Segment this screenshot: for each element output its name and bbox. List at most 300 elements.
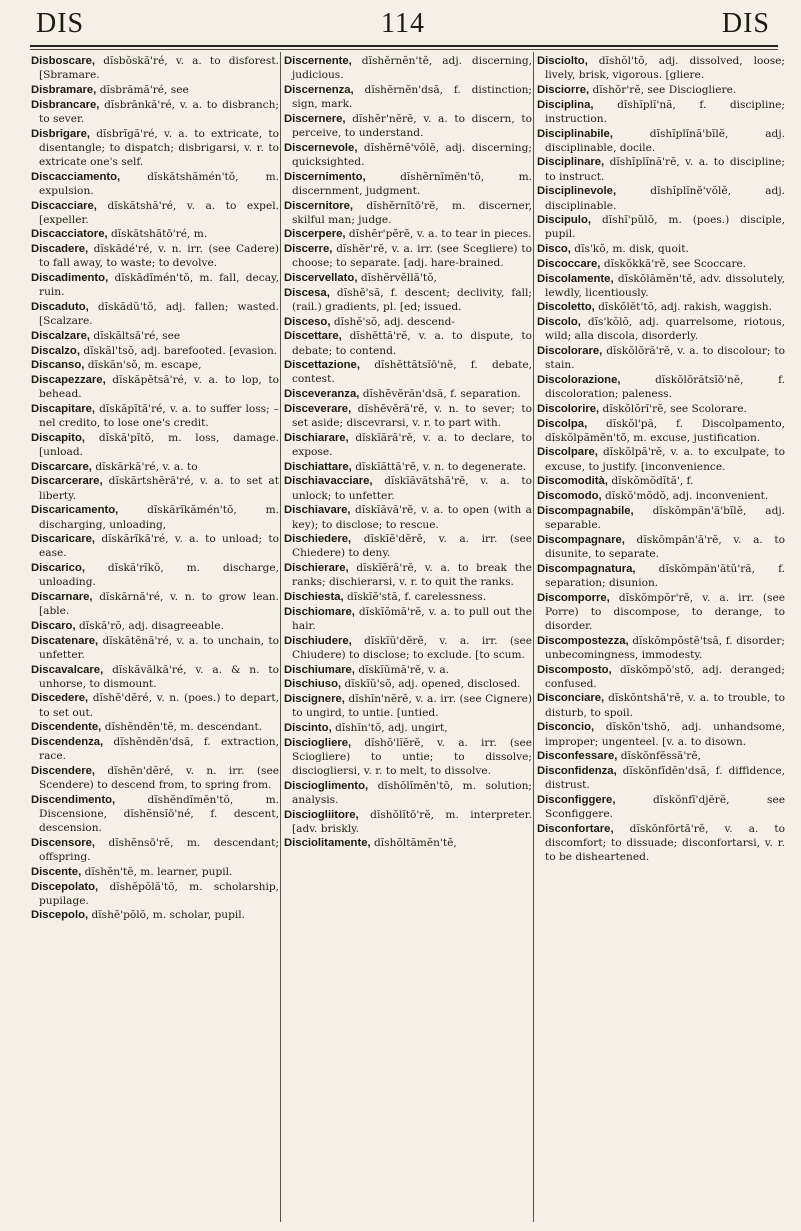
dictionary-entry [284, 736, 532, 779]
column-3 [537, 54, 785, 1226]
dictionary-entry [284, 561, 532, 589]
dictionary-entry [31, 271, 279, 299]
dictionary-entry [284, 387, 532, 401]
entry-definition: dĭskŏmpăn'ătŭ'ră, f. separation; disunion. [545, 562, 785, 589]
headword: Discendente, [31, 721, 102, 734]
entry-definition: dĭshŏ'lĭĕrĕ, v. a. irr. (see Sciogliere) to untie; to dissolve; disciogliersi, v. r. to melt, to dissolve. [292, 736, 532, 777]
entry-definition: dĭskŏmpăn'ă'bĭlĕ, adj. separable. [545, 504, 785, 531]
entry-definition: dĭskŏlŏrătsĭō'nĕ, f. discoloration; paleness. [545, 373, 785, 401]
headword: Discarcerare, [31, 475, 103, 488]
dictionary-entry [31, 663, 279, 691]
entry-definition: dĭskĭŭmă'rĕ, v. a. [358, 663, 450, 676]
entry-definition: dĭskădé'ré, v. n. irr. (see Cadere) to fall away, to waste; to devolve. [39, 243, 279, 270]
entry-definition: dĭshĕrnĕn'tĕ, adj. discerning, judicious. [292, 55, 532, 82]
entry-definition: dĭskĭăvă'rĕ, v. a. to open (with a key); to disclose; to rescue. [292, 504, 532, 531]
dictionary-entry [31, 373, 279, 401]
entry-definition: dĭshĭn'tŏ, adj. ungirt, [335, 721, 448, 734]
headword: Disciogliere, [284, 736, 352, 749]
headword: Discerre, [284, 243, 333, 256]
dictionary-entry [537, 445, 785, 473]
headword: Disbrigare, [31, 127, 91, 140]
headword: Disbrancare, [31, 98, 100, 111]
entry-definition: dĭs'kŏlŏ, adj. quarrelsome, riotous, wild; alla discola, disorderly. [545, 316, 785, 343]
dictionary-entry [284, 315, 532, 329]
dictionary-entry [537, 300, 785, 314]
dictionary-entry [537, 257, 785, 271]
dictionary-entry [537, 663, 785, 691]
dictionary-entry [284, 503, 532, 531]
dictionary-entry [31, 83, 279, 97]
entry-definition: dĭskŏlŏră'rĕ, v. a. to discolour; to stain. [545, 345, 785, 372]
dictionary-entry [537, 634, 785, 662]
dictionary-entry [31, 242, 279, 270]
headword: Disconfiggere, [537, 793, 616, 806]
dictionary-entry [537, 127, 785, 155]
dictionary-entry [284, 634, 532, 662]
entry-definition: dĭshĭn'nĕrĕ, v. a. irr. (see Cignere) to ungird, to untie. [untied. [292, 692, 532, 720]
entry-definition: dĭshĕ'pŏlŏ, m. scholar, pupil. [91, 909, 245, 922]
headword: Disciogliitore, [284, 808, 359, 821]
dictionary-entry [537, 242, 785, 256]
entry-definition: dĭshĕr'pĕrĕ, v. a. to tear in pieces. [348, 228, 532, 241]
entry-definition: dĭsbrĭgă'ré, v. a. to extricate, to disentangle; to dispatch; disbrigarsi, v. r. to extricate one's self. [39, 127, 279, 168]
headword: Discatenare, [31, 634, 99, 647]
headword: Discettazione, [284, 359, 360, 372]
dictionary-entry [537, 373, 785, 401]
headword: Disboscare, [31, 55, 96, 67]
headword: Discalzare, [31, 329, 91, 342]
dictionary-entry [284, 663, 532, 677]
entry-definition: dĭskŏnfĭdĕn'dsă, f. diffidence, distrust. [545, 764, 785, 792]
headword: Disconcio, [537, 721, 595, 734]
entry-definition: dĭsbrănkă'ré, v. a. to disbranch; to sever. [39, 98, 279, 125]
headword: Discavalcare, [31, 663, 104, 676]
left-guide-word: DIS [36, 8, 85, 39]
dictionary-entry [284, 836, 532, 850]
dictionary-entry [31, 764, 279, 792]
entry-definition: dĭskăn'sŏ, m. escape, [87, 359, 202, 372]
dictionary-entry [537, 417, 785, 445]
entry-definition: dĭskĭără'rĕ, v. a. to declare, to expose. [292, 431, 532, 458]
entry-definition: dĭshŏlĭmĕn'tŏ, m. solution; analysis. [292, 779, 532, 806]
headword: Disconfessare, [537, 750, 618, 763]
dictionary-entry [31, 329, 279, 343]
entry-definition: dĭshĕ'sŏ, adj. descend- [333, 315, 455, 328]
headword: Disciolto, [537, 55, 588, 67]
headword: Discernere, [284, 112, 346, 125]
headword: Discarnare, [31, 591, 93, 604]
headword: Dischiesta, [284, 591, 344, 604]
dictionary-entry [31, 836, 279, 864]
dictionary-entry [284, 721, 532, 735]
headword: Discacciatore, [31, 228, 108, 241]
headword: Disceveranza, [284, 388, 360, 401]
headword: Disceso, [284, 315, 331, 328]
dictionary-entry [537, 504, 785, 532]
entry-definition: dĭshĕrnĭmĕn'tŏ, m. discernment, judgment. [292, 170, 532, 197]
headword: Discoccare, [537, 257, 601, 270]
dictionary-entry [31, 300, 279, 328]
entry-definition: dĭskŏnfĕssă'rĕ, [620, 750, 701, 763]
headword: Discepolato, [31, 880, 99, 893]
entry-definition: dĭsbrămă'ré, see [99, 83, 189, 96]
entry-definition: dĭshĭplĭnă'bĭlĕ, adj. disciplinable, docile. [545, 127, 785, 154]
headword: Discapitare, [31, 402, 96, 415]
headword: Discente, [31, 865, 82, 878]
dictionary-entry [537, 184, 785, 212]
headword: Discolorare, [537, 345, 603, 358]
dictionary-entry [537, 272, 785, 300]
dictionary-entry [537, 562, 785, 590]
entry-definition: dĭshŏr'rĕ, see Disciogliere. [592, 83, 737, 96]
headword: Discensore, [31, 836, 96, 849]
dictionary-entry [31, 561, 279, 589]
headword: Dischiudere, [284, 634, 352, 647]
entry-definition: dĭshĕrnĭtō'rĕ, m. discerner, skilful man; judge. [292, 199, 532, 226]
dictionary-entry [537, 822, 785, 865]
entry-definition: dĭskŏmpŏstĕ'tsă, f. disorder; unbecomingness, immodesty. [545, 634, 785, 661]
headword: Discaro, [31, 619, 76, 632]
headword: Dischiumare, [284, 663, 355, 676]
dictionary-entry [284, 170, 532, 198]
headword: Disconfidenza, [537, 764, 617, 777]
entry-definition: dĭskŏlămĕn'tĕ, adv. dissolutely, lewdly, licentiously. [545, 272, 785, 299]
dictionary-entry [284, 358, 532, 386]
entry-definition: dĭskĭĕră'rĕ, v. a. to break the ranks; dischierarsi, v. r. to quit the ranks. [292, 562, 532, 589]
entry-definition: dĭskŏlŏrĭ'rĕ, see Scolorare. [602, 402, 747, 415]
entry-definition: dĭshĕvĕră'rĕ, v. n. to sever; to set aside; discevrarsi, v. r. to part with. [292, 402, 532, 430]
dictionary-entry [284, 605, 532, 633]
entry-definition: dĭskătshă'ré, v. a. to expel. [expeller. [39, 199, 279, 226]
dictionary-entry [537, 793, 785, 821]
headword: Discompostezza, [537, 634, 629, 647]
headword: Discomodo, [537, 490, 602, 503]
headword: Disconciare, [537, 692, 605, 705]
dictionary-entry [284, 329, 532, 357]
headword: Discacciamento, [31, 170, 121, 183]
headword: Dischiavacciare, [284, 475, 373, 488]
entry-definition: dĭskĭĕ'dĕrĕ, v. a. irr. (see Chiedere) to deny. [292, 533, 532, 560]
headword: Discoletto, [537, 301, 595, 314]
entry-definition: dĭshĕndĕn'dsă, f. extraction, race. [39, 736, 279, 763]
headword: Discolo, [537, 316, 581, 329]
entry-definition: dĭskătshămén'tŏ, m. expulsion. [39, 170, 279, 197]
dictionary-entry [31, 880, 279, 908]
dictionary-entry [31, 532, 279, 560]
headword: Discolorazione, [537, 373, 621, 386]
dictionary-entry [31, 127, 279, 170]
entry-definition: dĭskĭŏmă'rĕ, v. a. to pull out the hair. [292, 605, 532, 632]
entry-definition: dĭskŏnfĭ'djĕrĕ, see Sconfiggere. [545, 793, 785, 821]
headword: Discaduto, [31, 300, 89, 313]
dictionary-entry [284, 779, 532, 807]
headword: Disciolitamente, [284, 837, 371, 850]
headword: Discernenza, [284, 83, 354, 96]
headword: Discervellato, [284, 272, 358, 285]
dictionary-entry [31, 908, 279, 922]
headword: Discernente, [284, 55, 352, 67]
headword: Discedere, [31, 692, 89, 705]
entry-definition: dĭskŏlpă'rĕ, v. a. to exculpate, to excuse, to justify. [inconvenience. [545, 446, 785, 473]
headword: Discanso, [31, 359, 85, 372]
headword: Discolpare, [537, 446, 598, 459]
entry-definition: dĭshĭ'pŭlŏ, m. (poes.) disciple, pupil. [545, 214, 785, 241]
headword: Discompagnare, [537, 533, 625, 546]
entry-definition: dĭshĕvĕrăn'dsă, f. separation. [362, 388, 521, 401]
header-rule [30, 45, 778, 47]
headword: Discernitore, [284, 199, 354, 212]
dictionary-entry [284, 590, 532, 604]
entry-definition: dĭshŏltămĕn'tĕ, [374, 837, 457, 850]
headword: Dischiavare, [284, 504, 351, 517]
entry-definition: dĭskărtshĕră'ré, v. a. to set at liberty. [39, 475, 279, 502]
entry-definition: dĭshĕnsō'rĕ, m. descendant; offspring. [39, 836, 279, 864]
dictionary-entry [31, 474, 279, 502]
dictionary-entry [284, 141, 532, 169]
headword: Discaricamento, [31, 504, 119, 517]
dictionary-entry [537, 315, 785, 343]
entry-definition: dĭskărnă'ré, v. n. to grow lean. [able. [39, 591, 279, 618]
headword: Dischiattare, [284, 460, 352, 473]
entry-definition: dĭskărĭkă'ré, v. a. to unload; to ease. [39, 533, 279, 560]
headword: Disconfortare, [537, 822, 614, 835]
entry-definition: dĭshĕrnĕn'dsă, f. distinction; sign, mark. [292, 83, 532, 111]
headword: Discapezzare, [31, 373, 106, 386]
headword: Disciplinabile, [537, 127, 613, 140]
dictionary-entry [537, 533, 785, 561]
dictionary-entry [284, 677, 532, 691]
dictionary-entry [31, 199, 279, 227]
entry-definition: dĭskŏmpăn'ă'rĕ, v. a. to disunite, to separate. [545, 533, 785, 560]
headword: Discendenza, [31, 736, 104, 749]
entry-definition: dĭskăvălkă'ré, v. a. & n. to unhorse, to dismount. [39, 663, 279, 690]
dictionary-entry [537, 691, 785, 719]
dictionary-entry [284, 532, 532, 560]
headword: Discepolo, [31, 909, 89, 922]
entry-definition: dĭskŏn'tshŏ, adj. unhandsome, improper; ungenteel. [v. a. to disown. [545, 721, 785, 748]
dictionary-entry [284, 54, 532, 82]
headword: Dischiarare, [284, 431, 349, 444]
dictionary-entry [284, 242, 532, 270]
headword: Disciplinare, [537, 156, 605, 169]
entry-definition: dĭskĭăvătshă'rĕ, v. a. to unlock; to unfetter. [292, 475, 532, 502]
column-divider [533, 52, 534, 1222]
entry-definition: dĭshŏl'tŏ, adj. dissolved, loose; lively, brisk, vigorous. [gliere. [545, 55, 785, 82]
headword: Discolamente, [537, 272, 614, 285]
dictionary-entry [31, 170, 279, 198]
dictionary-entry [31, 54, 279, 82]
dictionary-entry [284, 692, 532, 720]
entry-definition: dĭshĕrnĕ'vŏlĕ, adj. discerning; quicksighted. [292, 141, 532, 168]
headword: Discerpere, [284, 228, 346, 241]
entry-definition: dĭskŏl'pă, f. Discolpamento, dĭskŏlpămĕn'tŏ, m. excuse, justification. [545, 417, 785, 444]
dictionary-entry [284, 431, 532, 459]
headword: Discolpa, [537, 417, 588, 430]
entry-definition: dĭskŏmpŏ'stŏ, adj. deranged; confused. [545, 663, 785, 690]
dictionary-entry [537, 749, 785, 763]
entry-definition: dĭshŏlĭtō'rĕ, m. interpreter. [adv. briskly. [292, 808, 532, 835]
entry-definition: dĭshĭplĭnĕ'vŏlĕ, adj. disciplinable. [545, 185, 785, 212]
headword: Discalzo, [31, 344, 80, 357]
dictionary-entry [537, 98, 785, 126]
headword: Discompagnabile, [537, 504, 634, 517]
dictionary-entry [31, 735, 279, 763]
headword: Discomodità, [537, 475, 608, 488]
dictionary-entry [284, 286, 532, 314]
dictionary-entry [31, 720, 279, 734]
entry-definition: dĭskŏmpŏr'rĕ, v. a. irr. (see Porre) to discompose, to derange, to disorder. [545, 591, 785, 632]
entry-definition: dĭskŏmŏdĭtă', f. [611, 475, 694, 488]
dictionary-entry [537, 764, 785, 792]
entry-definition: dĭskărkă'ré, v. a. to [95, 460, 198, 473]
headword: Dischierare, [284, 562, 349, 575]
headword: Discettare, [284, 330, 342, 343]
headword: Discioglimento, [284, 779, 369, 792]
entry-definition: dĭskă'rĭkŏ, m. discharge, unloading. [39, 562, 279, 589]
headword: Discomposto, [537, 663, 612, 676]
page-header [28, 8, 778, 42]
dictionary-entry [31, 402, 279, 430]
page-number: 114 [381, 8, 425, 39]
headword: Discarico, [31, 562, 86, 575]
entry-definition: dĭskătshătō'ré, m. [111, 228, 208, 241]
entry-definition: dĭskŏnfŏrtă'rĕ, v. a. to discomfort; to dissuade; disconfortarsi, v. r. to be disheartened. [545, 822, 785, 864]
entry-definition: dĭshĕttătsĭō'nĕ, f. debate, contest. [292, 359, 532, 386]
column-divider [280, 52, 281, 1222]
entry-definition: dĭshĕ'să, f. descent; declivity, fall; (rail.) gradients, pl. [ed; issued. [292, 286, 532, 313]
entry-definition: dĭskŏkkă'rĕ, see Scoccare. [603, 257, 747, 270]
entry-definition: dĭskĭĕ'stă, f. carelessness. [347, 591, 487, 604]
headword: Discadimento, [31, 272, 109, 285]
dictionary-entry [284, 199, 532, 227]
dictionary-entry [284, 112, 532, 140]
dictionary-entry [537, 344, 785, 372]
headword: Discinto, [284, 721, 332, 734]
entry-definition: dĭskŏntshă'rĕ, v. a. to trouble, to disturb, to spoil. [545, 692, 785, 719]
entry-definition: dĭskădŭ'tŏ, adj. fallen; wasted. [Scalzare. [39, 300, 279, 328]
entry-definition: dĭskătĕnă'ré, v. a. to unchain, to unfetter. [39, 634, 279, 661]
headword: Disceverare, [284, 402, 352, 415]
entry-definition: dĭshĕ'dĕré, v. n. (poes.) to depart, to set out. [39, 692, 279, 719]
dictionary-entry [537, 155, 785, 183]
column-1 [31, 54, 279, 1226]
headword: Discignere, [284, 692, 345, 705]
headword: Discendere, [31, 764, 96, 777]
entry-definition: dĭskă'pĭtŏ, m. loss, damage. [unload. [39, 431, 279, 458]
dictionary-entry [284, 474, 532, 502]
dictionary-entry [284, 83, 532, 111]
entry-definition: dĭskăl'tsŏ, adj. barefooted. [evasion. [83, 344, 278, 357]
dictionary-entry [31, 227, 279, 241]
entry-definition: dĭshĕpŏlă'tŏ, m. scholarship, pupilage. [39, 880, 279, 907]
dictionary-entry [537, 591, 785, 634]
dictionary-entry [537, 213, 785, 241]
dictionary-entry [537, 720, 785, 748]
entry-definition: dĭshĕn'dĕré, v. n. irr. (see Scendere) to descend from, to spring from. [39, 764, 279, 792]
headword: Dischiedere, [284, 533, 352, 546]
entry-definition: dĭshĕr'rĕ, v. a. irr. (see Scegliere) to choose; to separate. [adj. hare-brained. [292, 243, 532, 270]
entry-definition: dĭs'kŏ, m. disk, quoit. [574, 243, 689, 256]
right-guide-word: DIS [721, 8, 770, 39]
headword: Discompagnatura, [537, 562, 636, 575]
headword: Dischiomare, [284, 605, 355, 618]
dictionary-entry [284, 271, 532, 285]
dictionary-entry [537, 83, 785, 97]
entry-definition: dĭskă'rŏ, adj. disagreeable. [78, 619, 224, 632]
dictionary-entry [31, 634, 279, 662]
entry-definition: dĭshĕttă'rĕ, v. a. to dispute, to debate; to contend. [292, 330, 532, 357]
dictionary-entry [284, 402, 532, 430]
dictionary-entry [31, 793, 279, 836]
headword: Dischiuso, [284, 678, 342, 691]
entry-definition: dĭskărĭkămén'tŏ, m. discharging, unloading, [39, 504, 279, 531]
headword: Discaricare, [31, 533, 96, 546]
headword: Disciplina, [537, 98, 594, 111]
entry-definition: dĭskĭŭ'dĕrĕ, v. a. irr. (see Chiudere) to disclose; to exclude. [to scum. [292, 634, 532, 661]
headword: Discesa, [284, 286, 330, 299]
header-rule-thin [30, 49, 778, 50]
entry-definition: dĭshĕr'nĕrĕ, v. a. to discern, to perceive, to understand. [292, 112, 532, 140]
dictionary-entry [31, 460, 279, 474]
dictionary-entry [31, 590, 279, 618]
dictionary-entry [31, 503, 279, 531]
headword: Discadere, [31, 243, 89, 256]
entry-definition: dĭskŏlĕt'tŏ, adj. rakish, waggish. [598, 301, 772, 314]
dictionary-entry [31, 358, 279, 372]
entry-definition: dĭskĭăttă'rĕ, v. n. to degenerate. [355, 460, 527, 473]
entry-definition: dĭshĕn'tĕ, m. learner, pupil. [84, 865, 233, 878]
entry-definition: dĭsbŏskă'ré, v. a. to disforest. [Sbramare. [39, 55, 279, 82]
headword: Discernimento, [284, 170, 366, 183]
dictionary-entry [31, 619, 279, 633]
dictionary-entry [284, 227, 532, 241]
dictionary-entry [31, 344, 279, 358]
headword: Discipulo, [537, 214, 591, 227]
dictionary-entry [537, 489, 785, 503]
dictionary-entry [31, 865, 279, 879]
dictionary-entry [31, 431, 279, 459]
entry-definition: dĭskăpĭtă'ré, v. a. to suffer loss; – nel credito, to lose one's credit. [39, 402, 279, 430]
entry-definition: dĭshĕndĕn'tĕ, m. descendant. [104, 721, 263, 734]
entry-definition: dĭskŏ'mŏdŏ, adj. inconvenient. [605, 490, 769, 503]
headword: Discapito, [31, 431, 85, 444]
headword: Discolorire, [537, 402, 600, 415]
headword: Disciorre, [537, 83, 590, 96]
entry-definition: dĭshĭplĭnă'rĕ, v. a. to discipline; to instruct. [545, 156, 785, 183]
entry-definition: dĭskădĭmén'tŏ, m. fall, decay, ruin. [39, 272, 279, 299]
headword: Discendimento, [31, 793, 116, 806]
headword: Disciplinevole, [537, 185, 617, 198]
headword: Disco, [537, 243, 571, 256]
headword: Disbramare, [31, 83, 97, 96]
entry-definition: dĭskăltsă'ré, see [93, 329, 181, 342]
entry-definition: dĭskĭŭ'sŏ, adj. opened, disclosed. [344, 678, 521, 691]
headword: Discacciare, [31, 199, 97, 212]
dictionary-entry [537, 474, 785, 488]
entry-definition: dĭshĕndĭmĕn'tŏ, m. Discensione, dĭshĕnsĭō'né, f. descent, descension. [39, 793, 279, 835]
dictionary-entry [31, 98, 279, 126]
entry-definition: dĭshĕrvĕllă'tŏ, [360, 272, 437, 285]
dictionary-entry [537, 402, 785, 416]
headword: Discarcare, [31, 460, 92, 473]
dictionary-entry [537, 54, 785, 82]
column-2 [284, 54, 532, 1226]
dictionary-entry [31, 691, 279, 719]
dictionary-entry [284, 460, 532, 474]
entry-definition: dĭskăpĕtsă'ré, v. a. to lop, to behead. [39, 373, 279, 401]
headword: Discernevole, [284, 141, 358, 154]
headword: Discomporre, [537, 591, 610, 604]
